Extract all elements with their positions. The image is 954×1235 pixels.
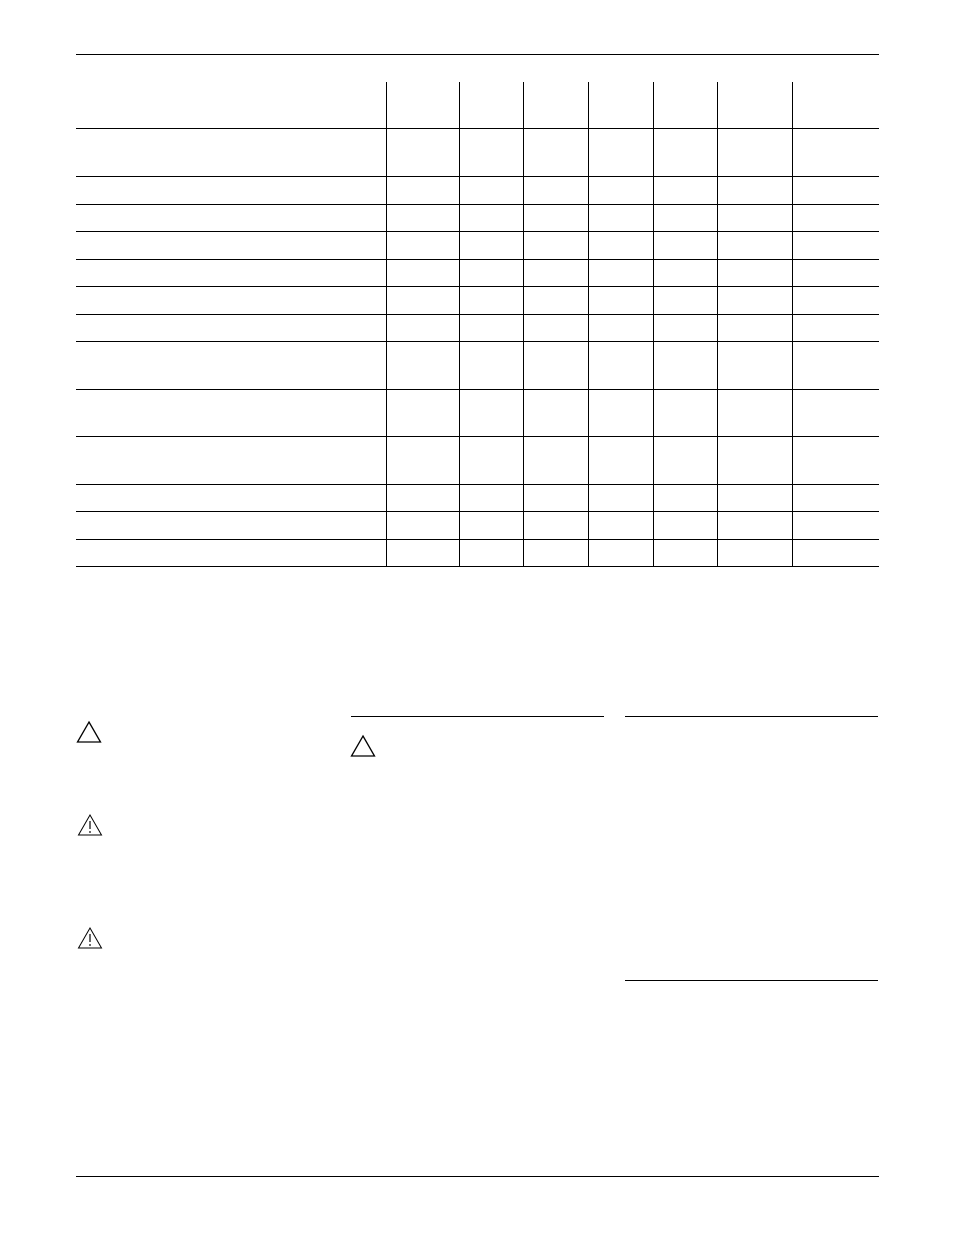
middle-column-top-rule <box>351 716 604 717</box>
right-column-bottom-rule <box>625 980 878 981</box>
spec-table <box>76 82 879 567</box>
caution-triangle-icon <box>350 734 376 758</box>
warning-triangle-icon <box>77 813 103 837</box>
right-column-top-rule <box>625 716 878 717</box>
caution-triangle-icon <box>76 720 102 744</box>
spec-table-grid <box>76 82 879 567</box>
page-bottom-rule <box>76 1176 879 1177</box>
page-top-rule <box>76 54 879 55</box>
warning-triangle-icon <box>77 926 103 950</box>
